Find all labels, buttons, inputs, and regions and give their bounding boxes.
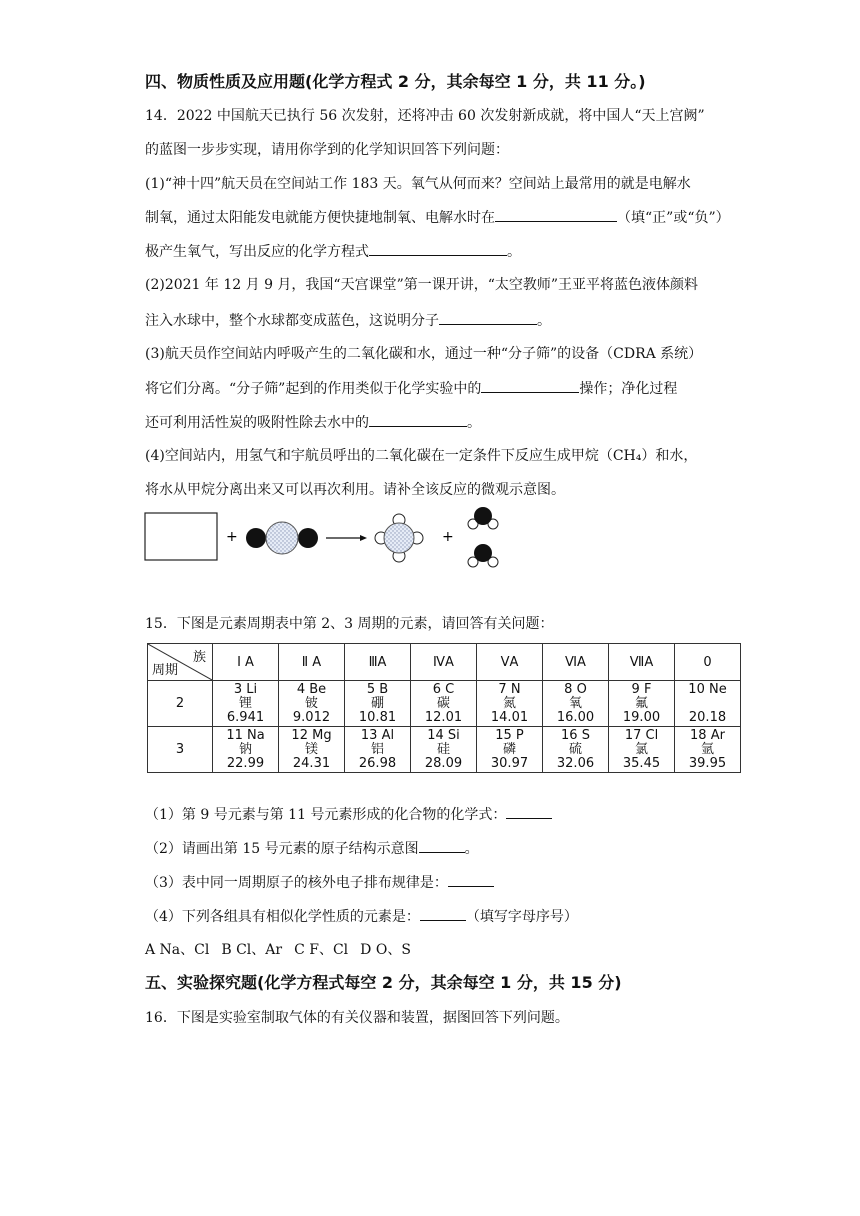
q14-part3-text: 将它们分离。“分子筛”起到的作用类似于化学实验中的 (145, 381, 482, 397)
atomic-mass: 26.98 (358, 755, 397, 771)
q14-part1-line3 (145, 241, 521, 262)
section-5-title: 五、实验探究题(化学方程式每空 2 分，其余每空 1 分，共 15 分) (145, 973, 622, 992)
q14-part3-text: 操作；净化过程 (579, 381, 678, 397)
atomic-mass: 24.31 (292, 755, 331, 771)
q14-part3-line2 (145, 378, 677, 399)
element-name: 氧 (568, 695, 582, 711)
atomic-mass: 6.941 (226, 709, 265, 725)
element-name: 氩 (700, 741, 714, 757)
element-symbol: 4 Be (296, 681, 327, 697)
atomic-mass: 39.95 (688, 755, 727, 771)
answer-blank[interactable] (419, 838, 465, 853)
element-symbol: 6 C (432, 681, 455, 697)
period: 。 (537, 313, 551, 329)
q15-sub3 (145, 872, 494, 893)
element-cell (213, 681, 279, 727)
element-cell (411, 727, 477, 773)
element-symbol: 17 Cl (624, 727, 659, 743)
atomic-mass: 28.09 (424, 755, 463, 771)
q14-part1-hint: （填“正”或“负”） (617, 210, 730, 226)
q14-part4-line1: (4)空间站内，用氢气和宇航员呼出的二氧化碳在一定条件下反应生成甲烷（CH₄）和水， (145, 448, 698, 464)
answer-blank[interactable] (448, 872, 494, 887)
element-symbol: 18 Ar (690, 727, 725, 743)
element-cell (477, 681, 543, 727)
atomic-mass: 32.06 (556, 755, 595, 771)
empty-reactant-box[interactable] (145, 513, 217, 560)
group-header: ⅤA (477, 644, 543, 681)
atomic-mass: 19.00 (622, 709, 661, 725)
element-symbol: 9 F (631, 681, 652, 697)
q14-part2-line2 (145, 310, 551, 331)
option-c[interactable]: C F、Cl (294, 942, 349, 958)
element-symbol: 16 S (561, 727, 590, 743)
group-header: Ⅰ A (213, 644, 279, 681)
answer-blank[interactable] (439, 310, 537, 325)
plus-sign: + (442, 529, 454, 545)
table-corner (148, 644, 213, 681)
element-name: 锂 (238, 695, 252, 711)
element-symbol: 12 Mg (291, 727, 332, 743)
q14-part1-text: 制氧，通过太阳能发电就能方便快捷地制氧、电解水时在 (145, 210, 495, 226)
element-name: 磷 (502, 741, 516, 757)
element-name: 硅 (436, 741, 450, 757)
periodic-table (147, 643, 741, 773)
atomic-mass: 12.01 (424, 709, 463, 725)
group-header: ⅥA (543, 644, 609, 681)
q16-line1: 16．下图是实验室制取气体的有关仪器和装置，据图回答下列问题。 (145, 1010, 569, 1026)
atomic-mass: 20.18 (688, 709, 727, 725)
element-name: 碳 (436, 695, 450, 711)
q15-sub4-hint: （填写字母序号） (465, 909, 578, 925)
corner-period-label: 周期 (152, 663, 179, 678)
period-row (148, 727, 741, 773)
element-cell (213, 727, 279, 773)
period-row (148, 681, 741, 727)
element-name: 氮 (502, 695, 516, 711)
element-name: 氯 (634, 741, 648, 757)
answer-blank[interactable] (481, 378, 579, 393)
q14-part3-line1: (3)航天员作空间站内呼吸产生的二氧化碳和水，通过一种“分子筛”的设备（CDRA 系统） (145, 346, 703, 362)
element-symbol: 5 B (366, 681, 389, 697)
answer-blank[interactable] (369, 241, 507, 256)
element-symbol: 3 Li (233, 681, 258, 697)
element-symbol: 15 P (495, 727, 524, 743)
group-header-row (148, 644, 741, 681)
group-header: 0 (675, 644, 741, 681)
section-4-title: 四、物质性质及应用题(化学方程式 2 分，其余每空 1 分，共 11 分。) (145, 72, 646, 91)
h2o-molecule (468, 544, 498, 567)
q14-line1: 14．2022 中国航天已执行 56 次发射，还将冲击 60 次发射新成就，将中国人“天上宫阙” (145, 108, 705, 124)
atomic-mass: 14.01 (490, 709, 529, 725)
period: 。 (464, 841, 479, 857)
group-header: ⅢA (345, 644, 411, 681)
q15-sub4 (145, 906, 578, 927)
reaction-diagram (140, 506, 540, 576)
q15-sub4-text: （4）下列各组具有相似化学性质的元素是： (145, 909, 420, 925)
element-name: 铝 (370, 741, 384, 757)
atomic-mass: 22.99 (226, 755, 265, 771)
q15-sub2-text: （2）请画出第 15 号元素的原子结构示意图 (145, 841, 419, 857)
q14-part1-text: 极产生氧气，写出反应的化学方程式 (145, 244, 369, 260)
element-symbol: 10 Ne (688, 681, 727, 697)
group-header: Ⅱ A (279, 644, 345, 681)
q15-sub2 (145, 838, 479, 859)
element-name: 钠 (238, 741, 252, 757)
element-symbol: 11 Na (226, 727, 265, 743)
element-cell (675, 681, 741, 727)
answer-blank[interactable] (506, 804, 552, 819)
q14-part2-line1: (2)2021 年 12 月 9 月，我国“天宫课堂”第一课开讲，“太空教师”王亚平将蓝色液体颜料 (145, 277, 699, 293)
element-name: 硼 (370, 695, 384, 711)
element-name: 硫 (568, 741, 582, 757)
period: 。 (467, 415, 481, 431)
option-d[interactable]: D O、S (360, 942, 411, 958)
element-symbol: 14 Si (427, 727, 460, 743)
period-label: 2 (148, 681, 213, 727)
ch4-molecule (375, 514, 423, 562)
element-cell (543, 681, 609, 727)
element-name: 氟 (634, 695, 648, 711)
answer-blank[interactable] (420, 906, 466, 921)
element-cell (345, 727, 411, 773)
q15-intro: 15．下图是元素周期表中第 2、3 周期的元素，请回答有关问题： (145, 616, 554, 632)
element-cell (675, 727, 741, 773)
q14-part4-line2: 将水从甲烷分离出来又可以再次利用。请补全该反应的微观示意图。 (145, 482, 565, 498)
q15-sub1 (145, 804, 552, 825)
element-name (675, 697, 740, 711)
q14-part1-line2 (145, 207, 730, 228)
element-cell (345, 681, 411, 727)
element-symbol: 8 O (564, 681, 587, 697)
element-cell (477, 727, 543, 773)
atomic-mass: 16.00 (556, 709, 595, 725)
group-header: ⅦA (609, 644, 675, 681)
element-cell (411, 681, 477, 727)
answer-blank[interactable] (495, 207, 617, 222)
co2-molecule (246, 522, 318, 554)
q14-part2-text: 注入水球中，整个水球都变成蓝色，这说明分子 (145, 313, 439, 329)
reaction-arrow (326, 535, 367, 541)
element-cell (609, 681, 675, 727)
element-cell (279, 727, 345, 773)
element-name: 镁 (304, 741, 318, 757)
h2o-molecule (468, 507, 498, 529)
element-cell (543, 727, 609, 773)
option-b[interactable]: B Cl、Ar (221, 942, 283, 958)
element-name: 铍 (304, 695, 318, 711)
q14-part3-line3 (145, 412, 481, 433)
atomic-mass: 10.81 (358, 709, 397, 725)
atomic-mass: 35.45 (622, 755, 661, 771)
q14-part3-text: 还可利用活性炭的吸附性除去水中的 (145, 415, 369, 431)
q15-sub3-text: （3）表中同一周期原子的核外电子排布规律是： (145, 875, 448, 891)
q14-line2: 的蓝图一步步实现，请用你学到的化学知识回答下列问题： (145, 142, 509, 158)
corner-group-label: 族 (192, 650, 206, 665)
element-symbol: 13 Al (360, 727, 395, 743)
atomic-mass: 9.012 (292, 709, 331, 725)
group-header: ⅣA (411, 644, 477, 681)
element-cell (279, 681, 345, 727)
atomic-mass: 30.97 (490, 755, 529, 771)
q14-part1-line1: (1)“神十四”航天员在空间站工作 183 天。氧气从何而来？空间站上最常用的就是电解水 (145, 176, 691, 192)
option-a[interactable]: A Na、Cl (145, 942, 210, 958)
element-symbol: 7 N (498, 681, 521, 697)
answer-blank[interactable] (369, 412, 467, 427)
q15-options (145, 940, 423, 960)
q15-sub1-text: （1）第 9 号元素与第 11 号元素形成的化合物的化学式： (145, 807, 507, 823)
period: 。 (507, 244, 521, 260)
period-label: 3 (148, 727, 213, 773)
plus-sign: + (226, 529, 238, 545)
element-cell (609, 727, 675, 773)
